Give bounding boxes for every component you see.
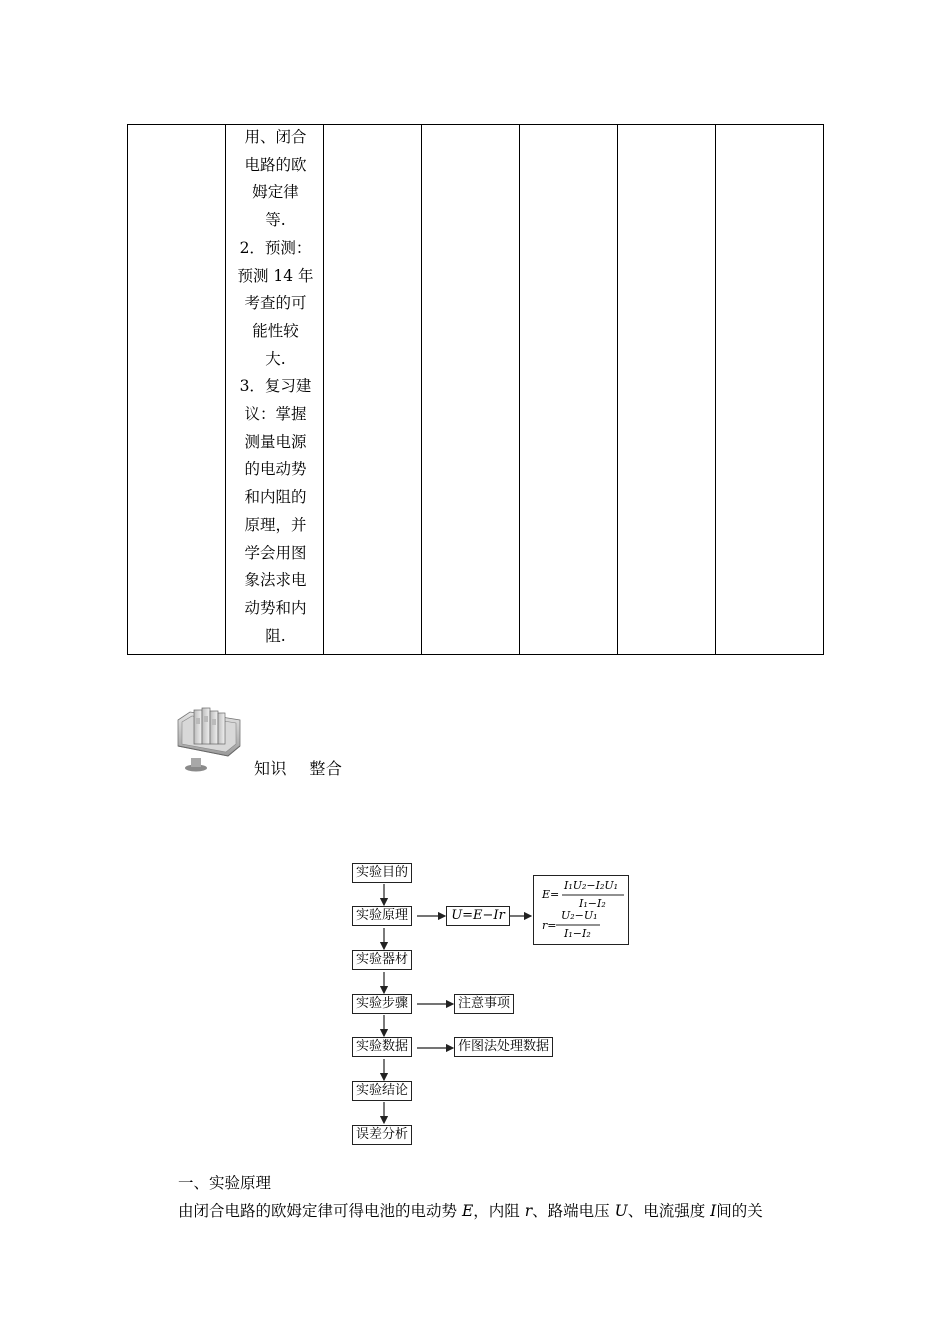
cell-line: 议：掌握 — [244, 405, 307, 424]
cell-line: 预测 14 年 — [237, 266, 314, 285]
cell-line: 的电动势 — [244, 460, 307, 479]
para-text: 、路端电压 — [532, 1202, 610, 1220]
table-divider — [225, 125, 226, 654]
cell-line: 能性较 — [252, 321, 299, 340]
para-text: 由闭合电路的欧姆定律可得电池的电动势 — [178, 1202, 458, 1220]
cell-line: 大. — [265, 349, 286, 368]
formula-r-denominator: I₁−I₂ — [564, 927, 591, 940]
books-monitor-icon — [172, 702, 244, 774]
section-title-part1: 知识 — [254, 759, 288, 778]
cell-line: 等. — [265, 211, 286, 230]
section-title — [254, 756, 342, 779]
para-text: ，内阻 — [473, 1202, 520, 1220]
formula-e-denominator: I₁−I₂ — [579, 897, 606, 910]
formula-r-numerator: U₂−U₁ — [561, 909, 598, 922]
flow-note-precautions: 注意事项 — [454, 994, 514, 1014]
formula-e-numerator: I₁U₂−I₂U₁ — [564, 879, 619, 892]
table-divider — [519, 125, 520, 654]
para-text: 、电流强度 — [627, 1202, 706, 1220]
flow-principle-equation: U=E−Ir — [446, 906, 510, 926]
para-var-u: U — [614, 1202, 628, 1220]
flow-note-graphing: 作图法处理数据 — [454, 1037, 553, 1057]
para-var-i: I — [710, 1202, 717, 1220]
cell-line: 阻. — [265, 626, 286, 645]
section-title-part2: 整合 — [309, 759, 343, 778]
plan-table — [127, 124, 824, 655]
table-cell-content — [227, 124, 324, 650]
flow-step-procedure: 实验步骤 — [352, 994, 412, 1014]
cell-line: 测量电源 — [244, 432, 307, 451]
para-text: 间的关 — [716, 1202, 763, 1220]
table-divider — [715, 125, 716, 654]
flow-step-equipment: 实验器材 — [352, 950, 412, 970]
cell-line: 动势和内 — [244, 598, 307, 617]
cell-line: 用、闭合 — [244, 128, 307, 146]
cell-line: 电路的欧 — [244, 155, 307, 174]
cell-line: 和内阻的 — [244, 488, 307, 507]
cell-line: 考查的可 — [244, 294, 307, 313]
paragraph — [178, 1199, 763, 1221]
subsection-heading: 一、实验原理 — [178, 1174, 272, 1192]
cell-line: 3．复习建 — [239, 377, 312, 396]
para-var-r: r — [524, 1202, 533, 1220]
flow-step-purpose: 实验目的 — [352, 863, 412, 883]
flow-step-conclusion: 实验结论 — [352, 1081, 412, 1101]
cell-line: 学会用图 — [244, 543, 307, 562]
cell-line: 象法求电 — [244, 571, 307, 590]
para-var-e: E — [461, 1202, 474, 1220]
cell-line: 原理，并 — [244, 515, 307, 534]
table-divider — [421, 125, 422, 654]
formula-r-lhs: r= — [542, 919, 557, 932]
cell-line: 姆定律 — [252, 183, 299, 202]
cell-line: 2．预测： — [239, 238, 312, 257]
flow-step-data: 实验数据 — [352, 1037, 412, 1057]
table-divider — [617, 125, 618, 654]
formula-e-lhs: E= — [542, 888, 560, 901]
flow-step-principle: 实验原理 — [352, 906, 412, 926]
flow-formula-box — [533, 875, 629, 945]
flow-step-error-analysis: 误差分析 — [352, 1125, 412, 1145]
